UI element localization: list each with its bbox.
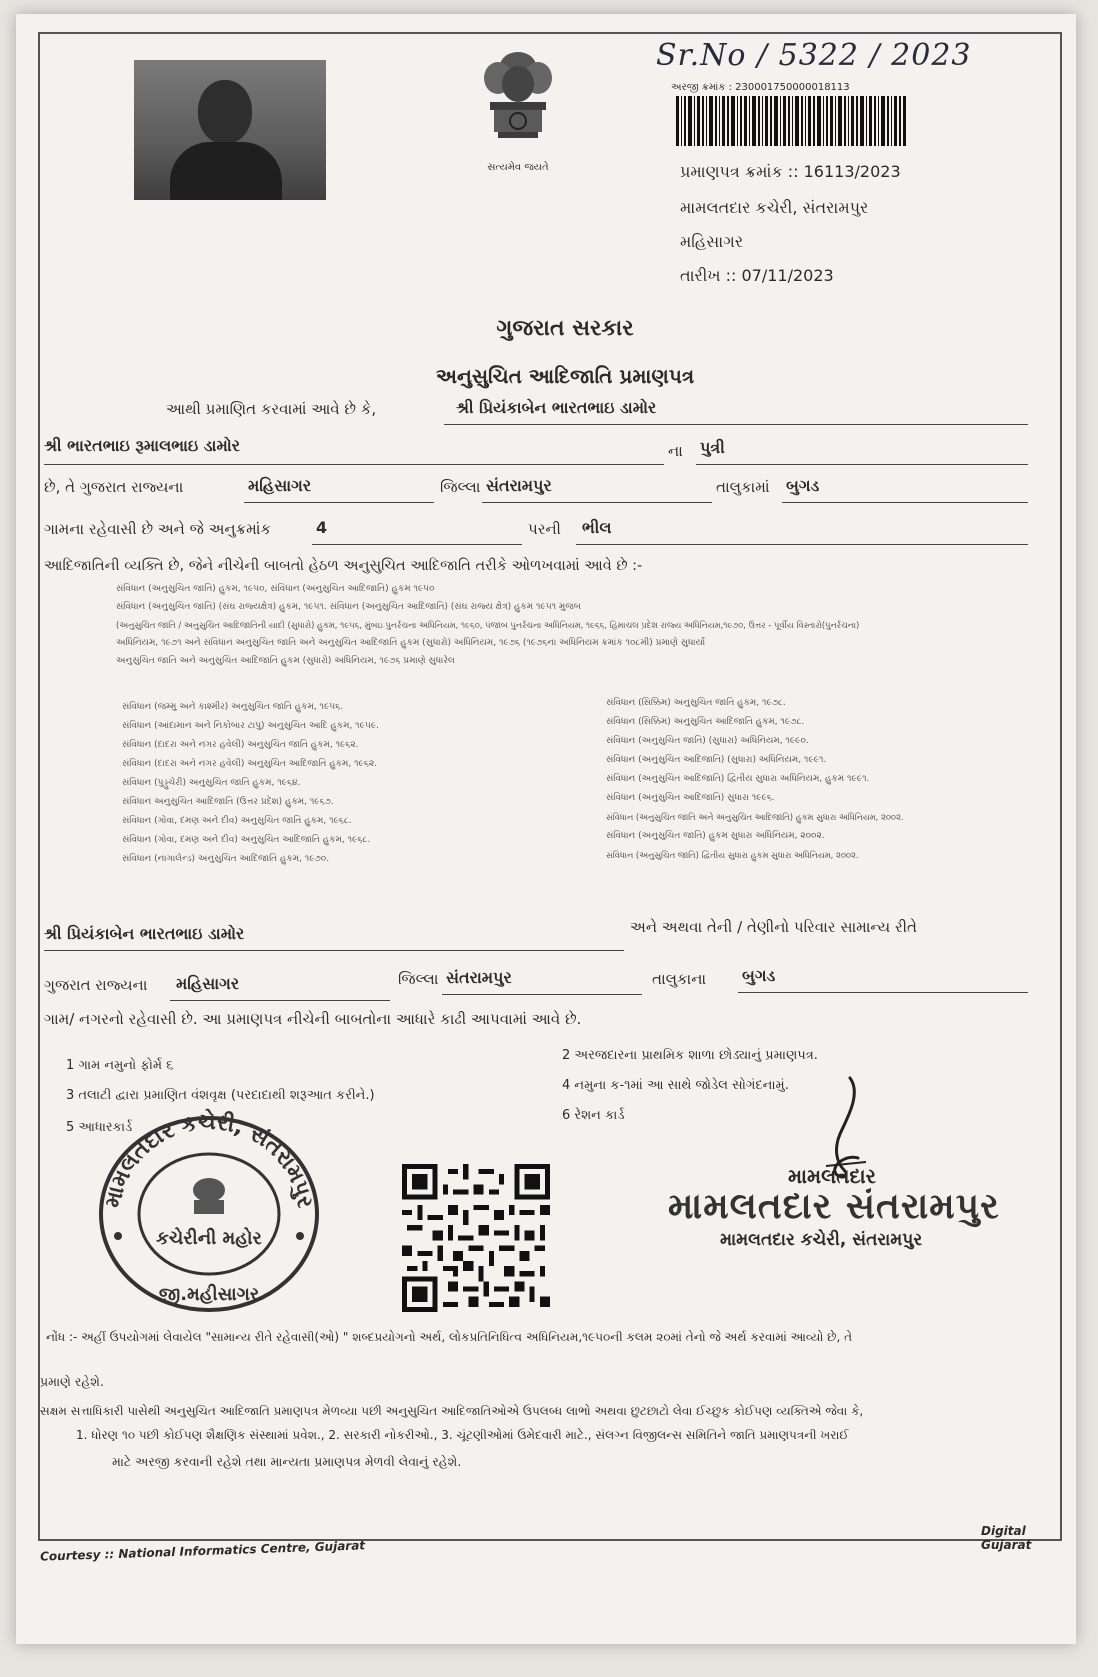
caste-value: ભીલ xyxy=(582,518,612,537)
order-right: સંવિધાન (સિક્કિમ) અનુસુચિત જાતિ હુકમ, ૧૯૭૮. xyxy=(606,698,786,708)
order-line: સંવિધાન (અનુસુચિત જાતિ) (સંઘ રાજ્યક્ષેત્ર) હુકમ, ૧૯૫૧. સંવિધાન (અનુસુચિત આદિજાતિ) (સંઘ રાજ્ય ક્ષેત્ર) હુકમ ૧૯૫૧ મુજબ xyxy=(116,602,581,612)
order-left: સંવિધાન (પુડ્ડુચેરી) અનુસુચિત જાતિ હુકમ, ૧૯૬૪. xyxy=(122,778,301,788)
order-right: સંવિધાન (અનુસુચિત આદિજાતિ) (સુધારા) અધિનિયમ, ૧૯૯૧. xyxy=(606,755,827,765)
requirement-item: 1 ગામ નમુનો ફોર્મ ૬ xyxy=(66,1058,174,1073)
order-line: અધિનિયમ, ૧૯૭૧ અને સંવિધાન અનુસુચિત જાતિ અને અનુસુચિત આદિજાતિ હુકમ (સુધારો) અધિનિયમ, ૧૯૭૬ (૧૯૭૬ના અધિનિયમ ક્રમાંક ૧૦૮મી) પ્રમાણે સુધાર્યો xyxy=(116,638,706,648)
order-right: સંવિધાન (અનુસુચિત જાતિ) દ્વિતીય સુધારા હુકમ સુધારા અધિનિયમ, ૨૦૦૨. xyxy=(606,850,859,860)
order-right: સંવિધાન (સિક્કિમ) અનુસુચિત આદિજાતિ હુકમ, ૧૯૭૮. xyxy=(606,717,805,727)
order-line: અનુસુચિત જાતિ અને અનુસુચિત આદિજાતિ હુકમ (સુધારો) અધિનિયમ, ૧૯૭૬ પ્રમાણે સુધારેલ xyxy=(116,656,455,666)
second-village-value: બુગડ xyxy=(742,966,776,985)
second-district-label: જિલ્લા xyxy=(398,970,439,988)
underline xyxy=(44,950,624,951)
underline xyxy=(576,544,1028,545)
requirement-item: 5 આધારકાર્ડ xyxy=(66,1120,133,1135)
underline xyxy=(170,1000,390,1001)
district-label: જિલ્લા xyxy=(440,478,481,496)
second-taluka-value: સંતરામપુર xyxy=(446,968,512,987)
seal-center-text: કચેરીની મહોર xyxy=(156,1228,262,1249)
underline xyxy=(482,502,712,503)
second-taluka-label: તાલુકાના xyxy=(652,970,707,988)
taluka-label: તાલુકામાં xyxy=(716,478,770,496)
resident-label: ગામના રહેવાસી છે અને જે અનુક્રમાંક xyxy=(44,520,272,538)
underline xyxy=(44,464,664,465)
underline xyxy=(244,502,434,503)
father-name: શ્રી ભારતભાઇ રૂમાલભાઇ ડામોર xyxy=(44,436,241,455)
order-right: સંવિધાન (અનુસુચિત જાતિ) (સુધારા) અધિનિયમ, ૧૯૯૦. xyxy=(606,736,809,746)
family-label: અને અથવા તેની / તેણીનો પરિવાર સામાન્ય રીતે xyxy=(630,918,917,936)
signatory-office: મામલતદાર કચેરી, સંતરામપુર xyxy=(720,1230,923,1250)
underline xyxy=(444,424,1028,425)
underline xyxy=(696,464,1028,465)
note-line: સક્ષમ સત્તાધિકારી પાસેથી અનુસુચિત આદિજાતિ પ્રમાણપત્ર મેળવ્યા પછી અનુસુચિત આદિજાતિઓએ ઉપલબ્ધ લાભો અથવા છુટછાટો લેવા ઈચ્છુક કોઈપણ વ્યક્તિએ જેવા કે, xyxy=(40,1404,864,1418)
photo-body xyxy=(170,142,282,200)
applicant-name: શ્રી પ્રિયંકાબેન ભારતભાઇ ડામોર xyxy=(456,398,657,417)
order-left: સંવિધાન અનુસુચિત આદિજાતિ (ઉત્તર પ્રદેશ) હુકમ, ૧૯૬૭. xyxy=(122,797,334,807)
requirement-item: 3 તલાટી દ્વારા પ્રમાણિત વંશવૃક્ષ (પરદાદાથી શરૂઆત કરીને.) xyxy=(66,1088,375,1103)
relation-value: પુત્રી xyxy=(700,438,725,457)
photo-face xyxy=(198,80,252,144)
second-state-label: ગુજરાત રાજ્યના xyxy=(44,976,148,994)
seal-bottom-text: જી.મહીસાગર xyxy=(158,1284,260,1305)
note-line: નોંધ :- અહીં ઉપયોગમાં લેવાયેલ "સામાન્ય રીતે રહેવાસી(ઓ) " શબ્દપ્રયોગનો અર્થ, લોકપ્રતિનિધિત્વ અધિનિયમ,૧૯૫૦ની કલમ ૨૦માં તેનો જે અર્થ કરવામાં આવ્યો છે, તે xyxy=(46,1330,853,1344)
handwritten-serial: Sr.No / 5322 / 2023 xyxy=(656,38,972,73)
order-left: સંવિધાન (દાદરા અને નગર હવેલી) અનુસુચિત આદિજાતિ હુકમ, ૧૯૬૨. xyxy=(122,759,378,769)
order-left: સંવિધાન (જમ્મુ અને કાશ્મીર) અનુસુચિત જાતિ હુકમ, ૧૯૫૬. xyxy=(122,702,344,712)
requirement-item: 4 નમુના ક-૧માં આ સાથે જોડેલ સોગંદનામું. xyxy=(562,1078,789,1093)
order-left: સંવિધાન (ગોવા, દમણ અને દીવ) અનુસુચિત આદિજાતિ હુકમ, ૧૯૬૮. xyxy=(122,835,371,845)
order-left: સંવિધાન (નાગાલેન્ડ) અનુસુચિત આદિજાતિ હુકમ, ૧૯૭૦. xyxy=(122,854,330,864)
second-applicant-name: શ્રી પ્રિયંકાબેન ભારતભાઇ ડામોર xyxy=(44,924,245,943)
applicant-photo xyxy=(134,60,326,200)
taluka-value: સંતરામપુર xyxy=(486,476,552,495)
underline xyxy=(738,992,1028,993)
certificate-title: અનુસુચિત આદિજાતિ પ્રમાણપત્ર xyxy=(435,364,695,388)
application-number: અરજી ક્રમાંક : 230001750000018113 xyxy=(671,82,850,93)
state-label: છે, તે ગુજરાત રાજ્યના xyxy=(44,478,184,496)
signatory-designation: મામલતદાર xyxy=(788,1164,876,1188)
order-right: સંવિધાન (અનુસુચિત જાતિ) હુકમ સુધારા અધિનિયમ, ૨૦૦૨. xyxy=(606,831,825,841)
digital-gujarat-label: Digital Gujarat xyxy=(981,1524,1032,1552)
certify-label: આથી પ્રમાણિત કરવામાં આવે છે કે, xyxy=(166,400,377,418)
issuing-office: મામલતદાર કચેરી, સંતરામપુર xyxy=(680,198,869,217)
recognized-line: આદિજાતિની વ્યક્તિ છે, જેને નીચેની બાબતો હેઠળ અનુસુચિત આદિજાતિ તરીકે ઓળખવામાં આવે છે :- xyxy=(44,558,643,574)
underline xyxy=(782,502,1028,503)
signatory-stamp: મામલતદાર સંતરામપુર xyxy=(668,1186,1000,1227)
district-value: મહિસાગર xyxy=(248,476,312,495)
courtesy-label: Courtesy :: National Informatics Centre, Gujarat xyxy=(39,1538,366,1564)
order-right: સંવિધાન (અનુસુચિત આદિજાતિ) સુધારા ૧૯૯૬. xyxy=(606,793,775,803)
national-emblem-icon xyxy=(468,44,568,174)
certificate-number: પ્રમાણપત્ર ક્રમાંક :: 16113/2023 xyxy=(680,162,901,181)
barcode-icon xyxy=(676,96,906,146)
note-line: 1. ધોરણ ૧૦ પછી કોઈપણ શૈક્ષણિક સંસ્થામાં પ્રવેશ., 2. સરકારી નોકરીઓ., 3. ચૂંટણીઓમાં ઉમેદવારી માટે., સંલગ્ન વિજીલન્સ સમિતિને જાતિ પ્રમાણપત્રની ખરાઈ xyxy=(76,1428,849,1442)
order-right: સંવિધાન (અનુસુચિત જાતિ અને અનુસુચિત આદિજાતિ) હુકમ સુધારા અધિનિયમ, ૨૦૦૨. xyxy=(606,812,904,822)
note-line: પ્રમાણે રહેશે. xyxy=(40,1374,104,1389)
underline xyxy=(442,994,642,995)
order-left: સંવિધાન (દાદરા અને નગર હવેલી) અનુસુચિત જાતિ હુકમ, ૧૯૬૨. xyxy=(122,740,359,750)
underline xyxy=(312,544,522,545)
qr-code-icon xyxy=(402,1164,550,1312)
issuing-district: મહિસાગર xyxy=(680,232,744,251)
certificate-sheet xyxy=(16,14,1076,1644)
emblem-caption: સત્યમેવ જયતે xyxy=(487,162,549,173)
village-value: બુગડ xyxy=(786,476,820,495)
order-line: સંવિધાન (અનુસુચિત જાતિ) હુકમ, ૧૯૫૦, સંવિધાન (અનુસુચિત આદિજાતિ) હુકમ ૧૯૫૦ xyxy=(116,584,435,594)
requirement-item: 2 અરજદારના પ્રાથમિક શાળા છોડ્યાનું પ્રમાણપત્ર. xyxy=(562,1048,818,1063)
requirement-item: 6 રેશન કાર્ડ xyxy=(562,1108,625,1123)
office-seal xyxy=(94,1104,324,1314)
na-label: ના xyxy=(668,442,683,460)
caste-label: પરની xyxy=(528,520,561,538)
order-left: સંવિધાન (આંદામાન અને નિકોબાર ટાપુ) અનુસુચિત આદિ હુકમ, ૧૯૫૯. xyxy=(122,721,380,731)
order-line: (અનુસુચિત જાતિ / અનુસુચિત આદિજાતિની યાદી (સુધારો) હુકમ, ૧૯૫૬, મુંબઇ પુનર્રચના અધિનિયમ, ૧૯૬૦, પંજાબ પુનર્રચના અધિનિયમ, ૧૯૬૬, હિમાચલ પ્રદેશ રાજ્ય અધિનિયમ,૧૯૭૦, ઉત્તર - પૂર્વીય વિસ્તારો(પુનર્રચના) xyxy=(116,620,860,630)
second-district-value: મહિસાગર xyxy=(176,974,240,993)
issue-date: તારીખ :: 07/11/2023 xyxy=(680,266,834,285)
order-right: સંવિધાન (અનુસુચિત આદિજાતિ) દ્વિતીય સુધારા અધિનિયમ, હુકમ ૧૯૯૧. xyxy=(606,774,870,784)
note-line: માટે અરજી કરવાની રહેશે તથા માન્યતા પ્રમાણપત્ર મેળવી લેવાનું રહેશે. xyxy=(112,1454,462,1469)
serial-value: 4 xyxy=(316,518,328,537)
government-title: ગુજરાત સરકાર xyxy=(496,316,634,341)
basis-line: ગામ/ નગરનો રહેવાસી છે. આ પ્રમાણપત્ર નીચેની બાબતોના આધારે કાઢી આપવામાં આવે છે. xyxy=(44,1010,582,1028)
order-left: સંવિધાન (ગોવા, દમણ અને દીવ) અનુસુચિત જાતિ હુકમ, ૧૯૬૮. xyxy=(122,816,352,826)
seal-ring-text: મામલતદાર કચેરી, સંતરામપુર xyxy=(100,1109,318,1211)
